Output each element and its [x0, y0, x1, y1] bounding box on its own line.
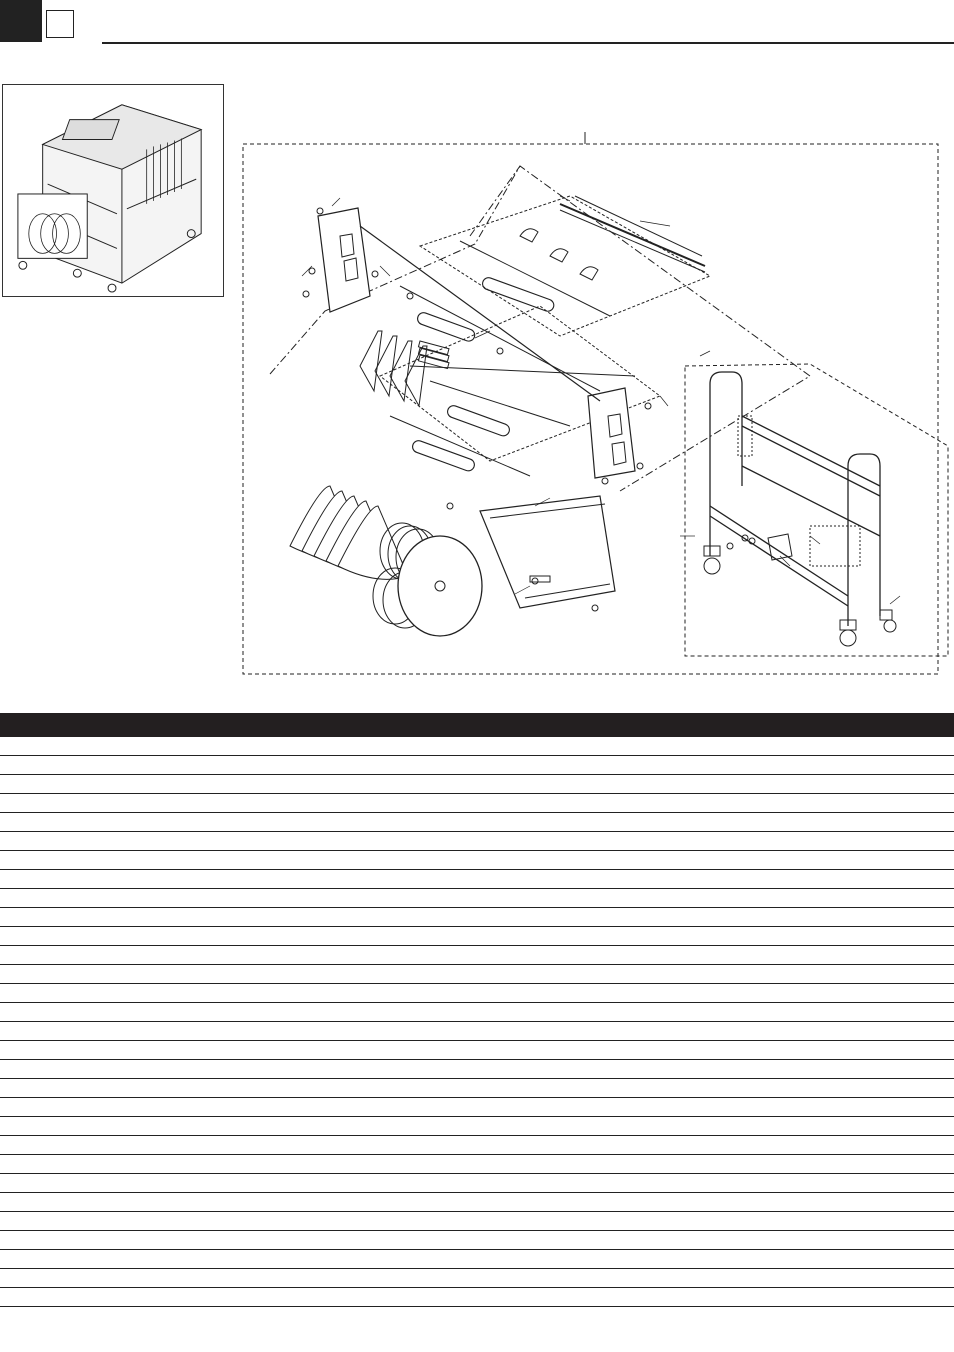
table-cell — [772, 756, 954, 775]
table-cell — [772, 1288, 954, 1307]
table-cell — [772, 1269, 954, 1288]
table-header-row — [0, 713, 954, 737]
table-cell — [0, 870, 47, 889]
table-cell — [0, 1079, 47, 1098]
table-cell — [702, 775, 772, 794]
table-row — [0, 984, 954, 1003]
table-cell — [47, 1174, 205, 1193]
table-cell — [0, 851, 47, 870]
header-cell — [772, 713, 954, 737]
table-cell — [435, 965, 480, 984]
table-cell — [480, 1117, 702, 1136]
table-cell — [772, 794, 954, 813]
table-cell — [0, 1041, 47, 1060]
table-row — [0, 889, 954, 908]
table-cell — [772, 1231, 954, 1250]
table-cell — [480, 1079, 702, 1098]
table-cell — [0, 984, 47, 1003]
table-cell — [702, 1117, 772, 1136]
table-cell — [480, 965, 702, 984]
table-cell — [47, 775, 205, 794]
table-cell — [435, 1174, 480, 1193]
table-cell — [480, 1003, 702, 1022]
table-cell — [702, 813, 772, 832]
table-cell — [772, 984, 954, 1003]
table-cell — [435, 927, 480, 946]
table-cell — [435, 737, 480, 756]
table-cell — [435, 889, 480, 908]
table-cell — [0, 1193, 47, 1212]
table-cell — [702, 908, 772, 927]
table-cell — [480, 1060, 702, 1079]
table-cell — [0, 1231, 47, 1250]
table-cell — [772, 1212, 954, 1231]
table-cell — [47, 1288, 205, 1307]
exploded-parts-diagram — [240, 126, 954, 682]
table-cell — [0, 813, 47, 832]
table-cell — [480, 756, 702, 775]
table-cell — [0, 1117, 47, 1136]
table-cell — [205, 1060, 435, 1079]
table-cell — [772, 1098, 954, 1117]
table-cell — [702, 1269, 772, 1288]
table-row — [0, 908, 954, 927]
table-cell — [480, 984, 702, 1003]
table-row — [0, 1041, 954, 1060]
table-cell — [702, 1155, 772, 1174]
table-cell — [702, 756, 772, 775]
table-cell — [772, 1117, 954, 1136]
table-cell — [205, 965, 435, 984]
table-cell — [47, 1193, 205, 1212]
table-cell — [702, 870, 772, 889]
table-row — [0, 1288, 954, 1307]
table-cell — [0, 1003, 47, 1022]
table-cell — [0, 908, 47, 927]
table-row — [0, 832, 954, 851]
table-cell — [480, 927, 702, 946]
table-row — [0, 1193, 954, 1212]
table-row — [0, 1212, 954, 1231]
table-cell — [0, 775, 47, 794]
table-cell — [47, 813, 205, 832]
table-cell — [435, 1003, 480, 1022]
table-cell — [47, 1079, 205, 1098]
table-cell — [435, 756, 480, 775]
table-cell — [435, 946, 480, 965]
table-cell — [47, 965, 205, 984]
table-cell — [47, 1003, 205, 1022]
table-cell — [0, 965, 47, 984]
table-cell — [702, 794, 772, 813]
table-cell — [205, 1117, 435, 1136]
table-cell — [702, 927, 772, 946]
table-cell — [480, 851, 702, 870]
table-cell — [435, 1136, 480, 1155]
table-cell — [47, 832, 205, 851]
table-cell — [435, 1155, 480, 1174]
table-row — [0, 1155, 954, 1174]
table-cell — [702, 1136, 772, 1155]
table-cell — [47, 1136, 205, 1155]
table-cell — [480, 1098, 702, 1117]
table-cell — [480, 1174, 702, 1193]
table-cell — [47, 1117, 205, 1136]
table-cell — [480, 1269, 702, 1288]
table-row — [0, 1269, 954, 1288]
table-cell — [0, 1212, 47, 1231]
table-cell — [480, 1041, 702, 1060]
table-row — [0, 1079, 954, 1098]
table-cell — [702, 1174, 772, 1193]
table-cell — [47, 908, 205, 927]
table-cell — [205, 1269, 435, 1288]
table-cell — [772, 1041, 954, 1060]
table-cell — [205, 813, 435, 832]
header-cell — [205, 713, 435, 737]
table-cell — [702, 889, 772, 908]
table-row — [0, 965, 954, 984]
table-cell — [435, 1250, 480, 1269]
table-cell — [702, 832, 772, 851]
table-cell — [480, 1193, 702, 1212]
table-cell — [772, 1174, 954, 1193]
table-cell — [480, 1155, 702, 1174]
table-cell — [435, 1117, 480, 1136]
table-cell — [205, 1250, 435, 1269]
table-cell — [772, 1155, 954, 1174]
table-cell — [205, 737, 435, 756]
table-cell — [702, 1003, 772, 1022]
table-cell — [772, 927, 954, 946]
table-cell — [772, 1193, 954, 1212]
section-marker — [0, 0, 42, 42]
table-cell — [0, 1250, 47, 1269]
table-cell — [702, 1231, 772, 1250]
table-row — [0, 775, 954, 794]
table-cell — [480, 946, 702, 965]
table-cell — [47, 889, 205, 908]
table-cell — [0, 927, 47, 946]
table-row — [0, 1231, 954, 1250]
table-cell — [47, 1269, 205, 1288]
table-cell — [702, 1041, 772, 1060]
table-cell — [0, 737, 47, 756]
table-cell — [205, 832, 435, 851]
table-cell — [205, 1155, 435, 1174]
table-cell — [702, 1288, 772, 1307]
table-cell — [702, 737, 772, 756]
table-cell — [435, 813, 480, 832]
table-cell — [480, 1250, 702, 1269]
table-cell — [47, 1022, 205, 1041]
table-cell — [480, 1212, 702, 1231]
table-cell — [47, 946, 205, 965]
header-rule — [102, 42, 954, 44]
table-cell — [435, 1269, 480, 1288]
table-row — [0, 1250, 954, 1269]
table-cell — [772, 1060, 954, 1079]
table-cell — [47, 1155, 205, 1174]
table-cell — [435, 1041, 480, 1060]
table-row — [0, 851, 954, 870]
table-cell — [480, 1022, 702, 1041]
table-cell — [435, 1288, 480, 1307]
table-cell — [205, 927, 435, 946]
table-row — [0, 1060, 954, 1079]
table-row — [0, 1117, 954, 1136]
table-cell — [435, 775, 480, 794]
table-cell — [435, 1212, 480, 1231]
table-cell — [47, 737, 205, 756]
table-cell — [205, 984, 435, 1003]
table-cell — [0, 1269, 47, 1288]
table-cell — [0, 1136, 47, 1155]
table-cell — [435, 1022, 480, 1041]
table-cell — [435, 1193, 480, 1212]
table-cell — [435, 832, 480, 851]
table-cell — [47, 1041, 205, 1060]
table-cell — [772, 1022, 954, 1041]
table-cell — [772, 1136, 954, 1155]
header-cell — [702, 713, 772, 737]
table-row — [0, 1136, 954, 1155]
table-cell — [772, 889, 954, 908]
table-cell — [205, 1079, 435, 1098]
table-cell — [702, 965, 772, 984]
table-cell — [772, 832, 954, 851]
table-cell — [480, 1136, 702, 1155]
table-cell — [435, 870, 480, 889]
table-cell — [205, 1174, 435, 1193]
table-cell — [47, 870, 205, 889]
table-cell — [480, 737, 702, 756]
table-cell — [480, 889, 702, 908]
table-cell — [480, 870, 702, 889]
table-cell — [0, 1288, 47, 1307]
table-cell — [205, 1212, 435, 1231]
table-cell — [47, 1212, 205, 1231]
table-cell — [205, 1136, 435, 1155]
table-cell — [702, 1079, 772, 1098]
table-row — [0, 813, 954, 832]
table-row — [0, 1098, 954, 1117]
table-cell — [435, 908, 480, 927]
table-row — [0, 756, 954, 775]
table-cell — [435, 851, 480, 870]
table-row — [0, 794, 954, 813]
table-cell — [205, 1003, 435, 1022]
table-cell — [205, 1193, 435, 1212]
table-row — [0, 1003, 954, 1022]
table-cell — [702, 851, 772, 870]
table-cell — [480, 1288, 702, 1307]
table-cell — [702, 1098, 772, 1117]
table-cell — [47, 756, 205, 775]
table-cell — [480, 908, 702, 927]
table-cell — [435, 794, 480, 813]
table-cell — [205, 756, 435, 775]
table-cell — [0, 1155, 47, 1174]
table-cell — [0, 1022, 47, 1041]
table-cell — [205, 908, 435, 927]
table-cell — [205, 889, 435, 908]
table-row — [0, 1174, 954, 1193]
table-cell — [205, 946, 435, 965]
table-cell — [772, 813, 954, 832]
table-cell — [205, 1098, 435, 1117]
table-cell — [435, 1098, 480, 1117]
table-cell — [702, 984, 772, 1003]
table-cell — [772, 1003, 954, 1022]
header-cell — [0, 713, 47, 737]
table-cell — [702, 1212, 772, 1231]
table-cell — [772, 775, 954, 794]
table-cell — [772, 737, 954, 756]
table-cell — [480, 832, 702, 851]
table-cell — [47, 1098, 205, 1117]
table-cell — [772, 1250, 954, 1269]
table-cell — [435, 1231, 480, 1250]
table-cell — [772, 851, 954, 870]
table-cell — [47, 1250, 205, 1269]
table-cell — [772, 908, 954, 927]
table-cell — [205, 1022, 435, 1041]
table-row — [0, 870, 954, 889]
table-cell — [47, 1060, 205, 1079]
table-cell — [435, 984, 480, 1003]
table-cell — [205, 1231, 435, 1250]
table-cell — [0, 794, 47, 813]
table-cell — [205, 1288, 435, 1307]
parts-table — [0, 713, 954, 1307]
table-cell — [702, 1193, 772, 1212]
table-cell — [480, 794, 702, 813]
table-cell — [772, 965, 954, 984]
table-cell — [205, 1041, 435, 1060]
table-cell — [205, 794, 435, 813]
table-cell — [435, 1060, 480, 1079]
table-row — [0, 737, 954, 756]
table-cell — [772, 946, 954, 965]
table-cell — [702, 1060, 772, 1079]
table-cell — [772, 870, 954, 889]
table-cell — [0, 1098, 47, 1117]
table-cell — [0, 756, 47, 775]
table-cell — [702, 946, 772, 965]
table-cell — [702, 1250, 772, 1269]
table-cell — [480, 775, 702, 794]
table-cell — [47, 984, 205, 1003]
table-cell — [205, 870, 435, 889]
table-row — [0, 946, 954, 965]
header-cell — [47, 713, 205, 737]
header-cell — [435, 713, 480, 737]
table-cell — [480, 813, 702, 832]
table-row — [0, 927, 954, 946]
table-cell — [480, 1231, 702, 1250]
table-cell — [205, 851, 435, 870]
table-cell — [0, 1060, 47, 1079]
table-cell — [702, 1022, 772, 1041]
machine-overview-image — [2, 84, 224, 297]
table-cell — [205, 775, 435, 794]
header-cell — [480, 713, 702, 737]
section-box — [46, 10, 74, 38]
table-cell — [47, 1231, 205, 1250]
table-cell — [0, 832, 47, 851]
table-row — [0, 1022, 954, 1041]
table-cell — [47, 794, 205, 813]
table-cell — [47, 851, 205, 870]
table-cell — [0, 889, 47, 908]
table-cell — [435, 1079, 480, 1098]
table-cell — [0, 946, 47, 965]
table-cell — [0, 1174, 47, 1193]
table-cell — [47, 927, 205, 946]
table-cell — [772, 1079, 954, 1098]
